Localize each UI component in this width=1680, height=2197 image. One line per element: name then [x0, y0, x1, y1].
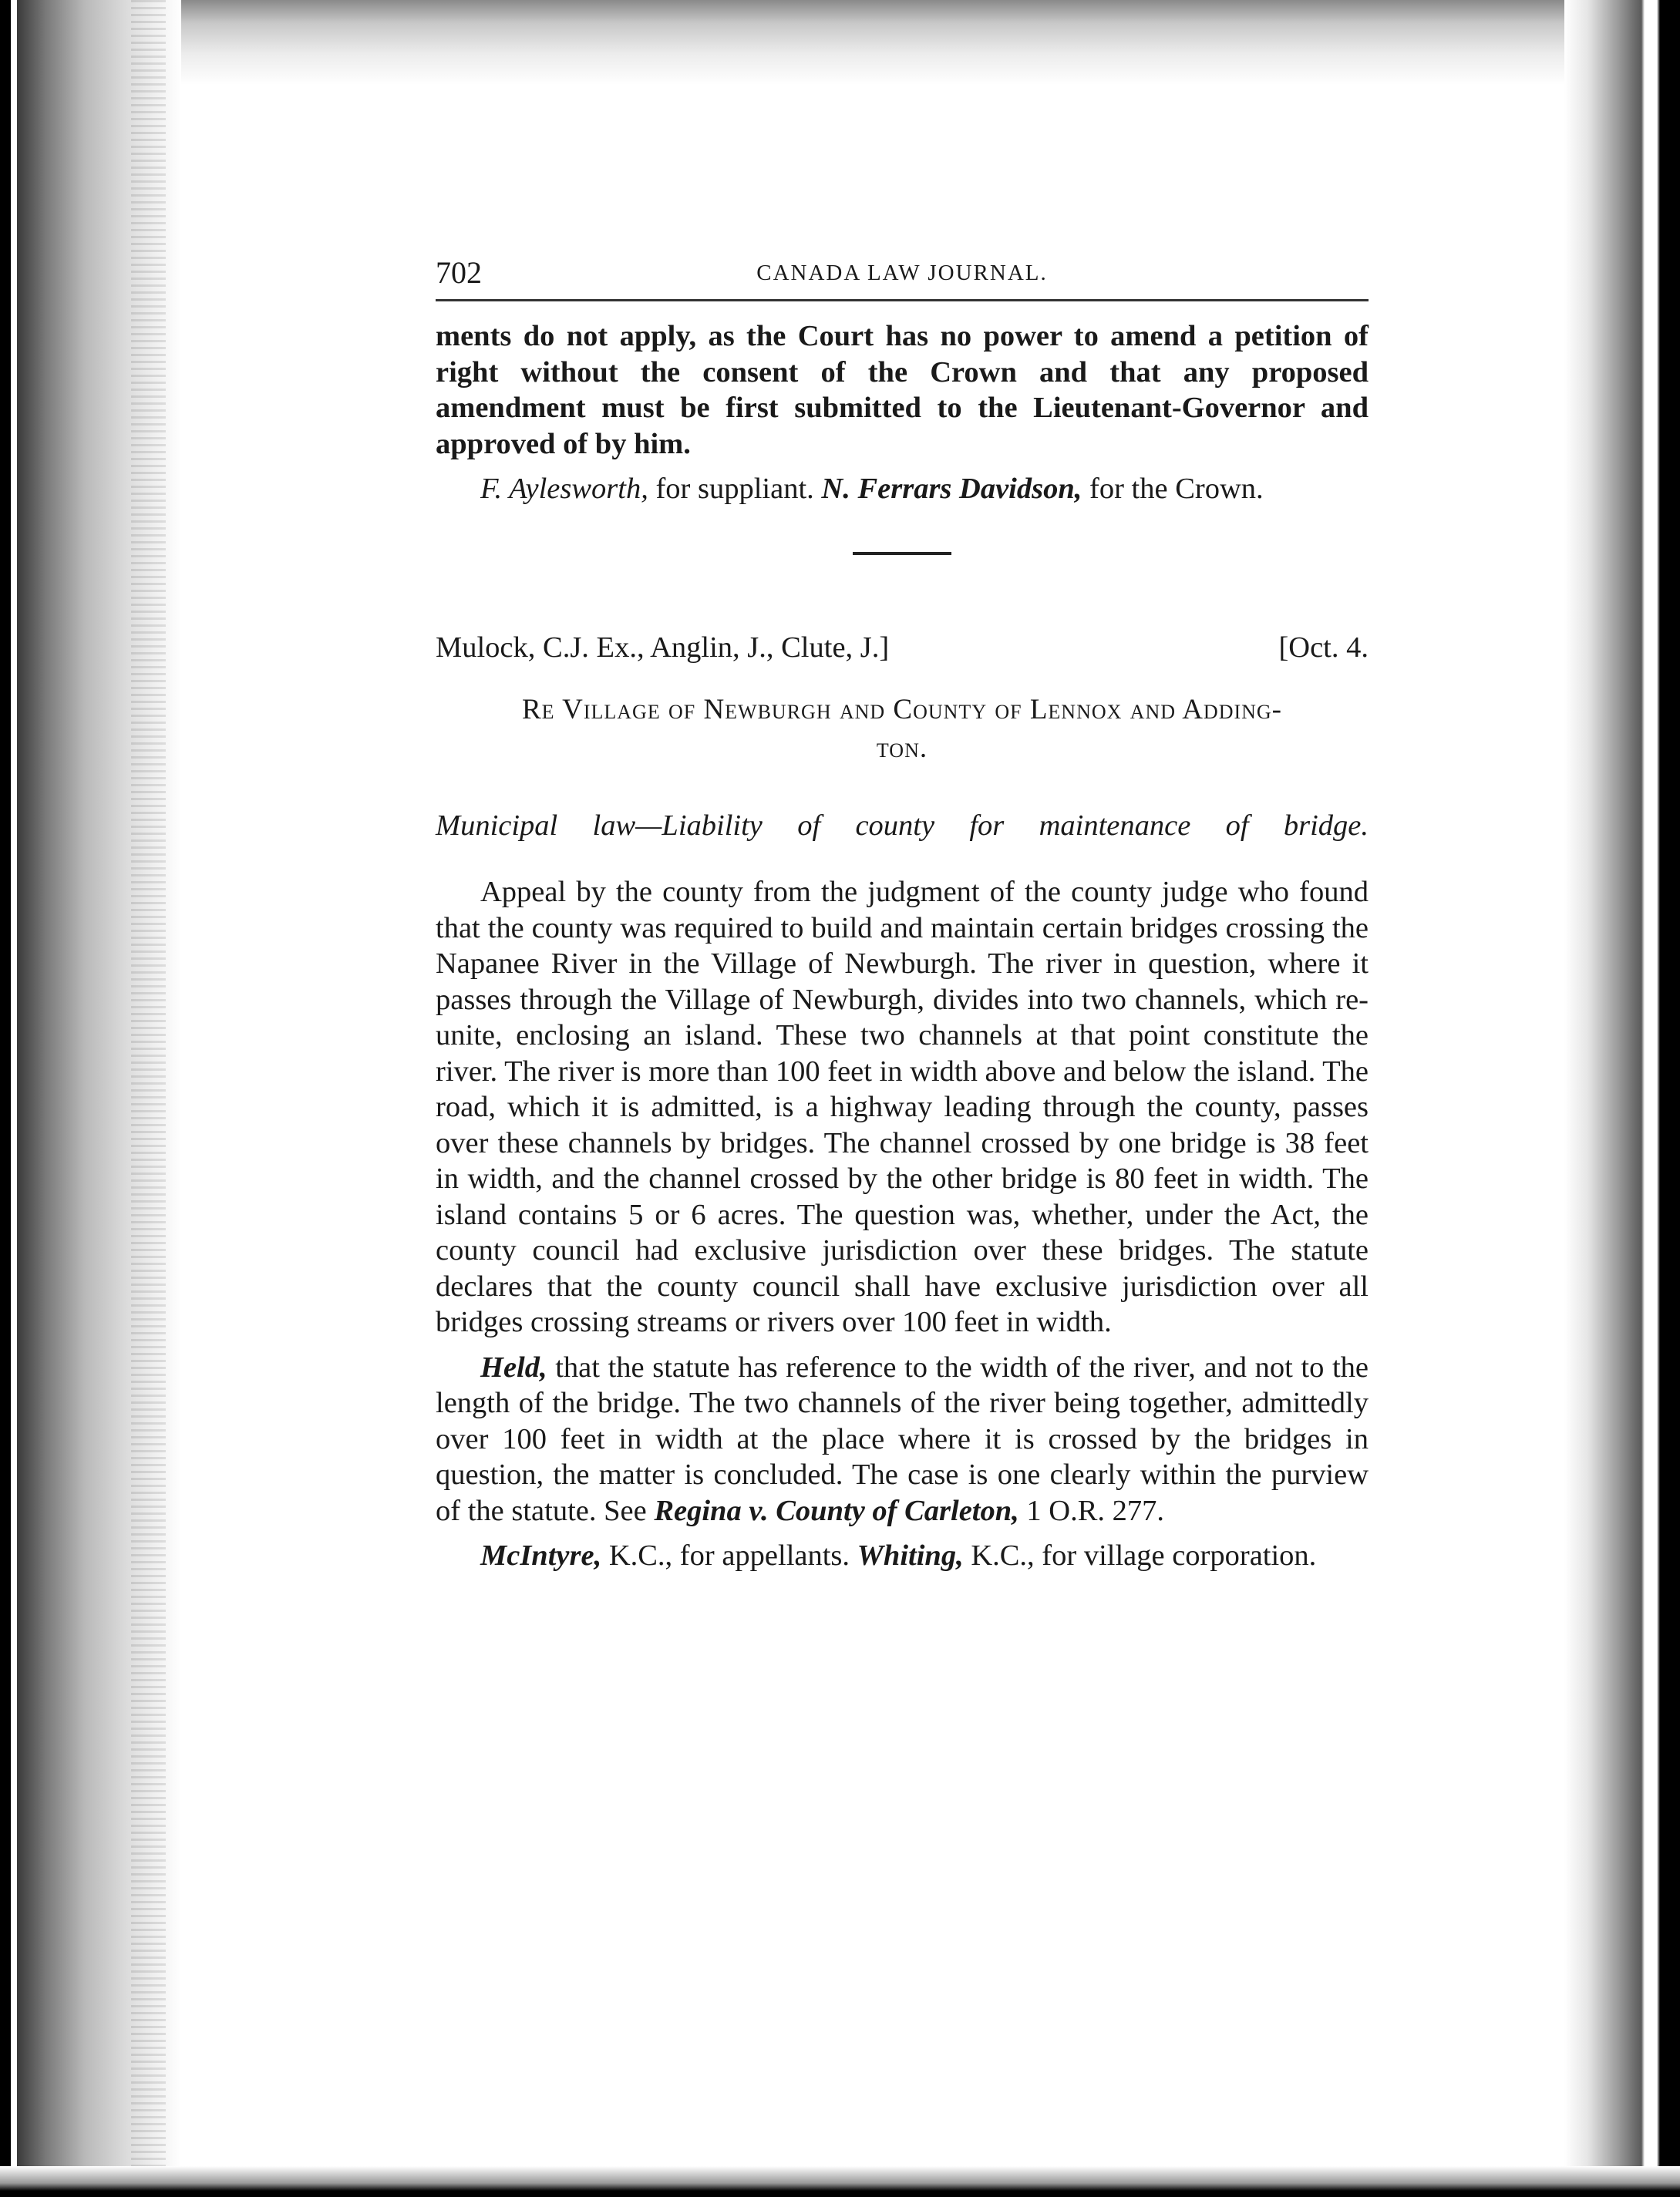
case-held — [436, 1350, 1369, 1529]
scan-binding-edge — [131, 0, 166, 2197]
case-title-line-1: Re Village of Newburgh and County of Lennox and Adding- — [521, 693, 1283, 725]
running-head — [436, 254, 1369, 301]
section-divider — [853, 552, 951, 555]
case-judges: Mulock, C.J. Ex., Anglin, J., Clute, J.] — [436, 631, 890, 664]
case-counsel — [436, 1538, 1369, 1574]
scan-shadow-bottom — [0, 2166, 1680, 2197]
journal-title: CANADA LAW JOURNAL. — [756, 261, 1048, 285]
counsel-role-suppliant: for suppliant. — [648, 473, 822, 505]
case-body: Appeal by the county from the judgment of the county judge who found that the county was required to build and maintain certain bridges crossing the Napanee River in the Village of Newburgh. The river in question, where it passes through the Village of Newburgh, divides into two channels, which re-unite, enclosing an island. These two channels at that point constitute the river. The river is more than 100 feet in width above and below the island. The road, which it is admitted, is a highway leading through the county, passes over these channels by bridges. The channel crossed by one bridge is 38 feet in width, and the channel crossed by the other bridge is 80 feet in width. The island contains 5 or 6 acres. The question was, whether, under the Act, the county council had exclusive jurisdiction over these bridges. The statute declares that the county council shall have exclusive jurisdiction over all bridges crossing streams or rivers over 100 feet in width. — [436, 876, 1369, 1338]
case-bench-line — [436, 631, 1369, 666]
held-label: Held, — [480, 1351, 547, 1384]
case-title — [436, 691, 1369, 768]
case-title-line-2: ton. — [876, 732, 928, 764]
held-citation-case: Regina v. County of Carleton, — [654, 1494, 1019, 1527]
document-page — [436, 254, 1369, 1574]
counsel-role-village: K.C., for village corporation. — [963, 1539, 1317, 1572]
previous-case-text: ments do not apply, as the Court has no power to amend a petition of right without the consent of the Crown and that any proposed amendment must be first submitted to the Lieutenant-Governor and approved of by him. — [436, 320, 1369, 460]
case-headnote: Municipal law—Liability of county for maintenance of bridge. — [436, 809, 1369, 842]
page-number: 702 — [436, 255, 482, 290]
counsel-name-village: Whiting, — [857, 1539, 964, 1572]
case-date: [Oct. 4. — [1278, 631, 1369, 664]
previous-case-counsel — [436, 471, 1369, 507]
counsel-name-suppliant: F. Aylesworth, — [480, 473, 648, 505]
counsel-role-appellants: K.C., for appellants. — [601, 1539, 857, 1572]
held-text: that the statute has reference to the width of the river, and not to the length of the bridge. The two channels of the river being together, admittedly over 100 feet in width at the place where it is crossed by the bridges in question, the matter is concluded. The case is one clearly within the purview of the statute. See — [436, 1351, 1369, 1527]
held-citation-ref: 1 O.R. 277. — [1018, 1494, 1165, 1527]
counsel-name-crown: N. Ferrars Davidson, — [821, 473, 1082, 505]
scan-shadow-top — [139, 0, 1604, 85]
scan-shadow-right — [1564, 0, 1680, 2197]
counsel-role-crown: for the Crown. — [1082, 473, 1264, 505]
counsel-name-appellants: McIntyre, — [480, 1539, 602, 1572]
